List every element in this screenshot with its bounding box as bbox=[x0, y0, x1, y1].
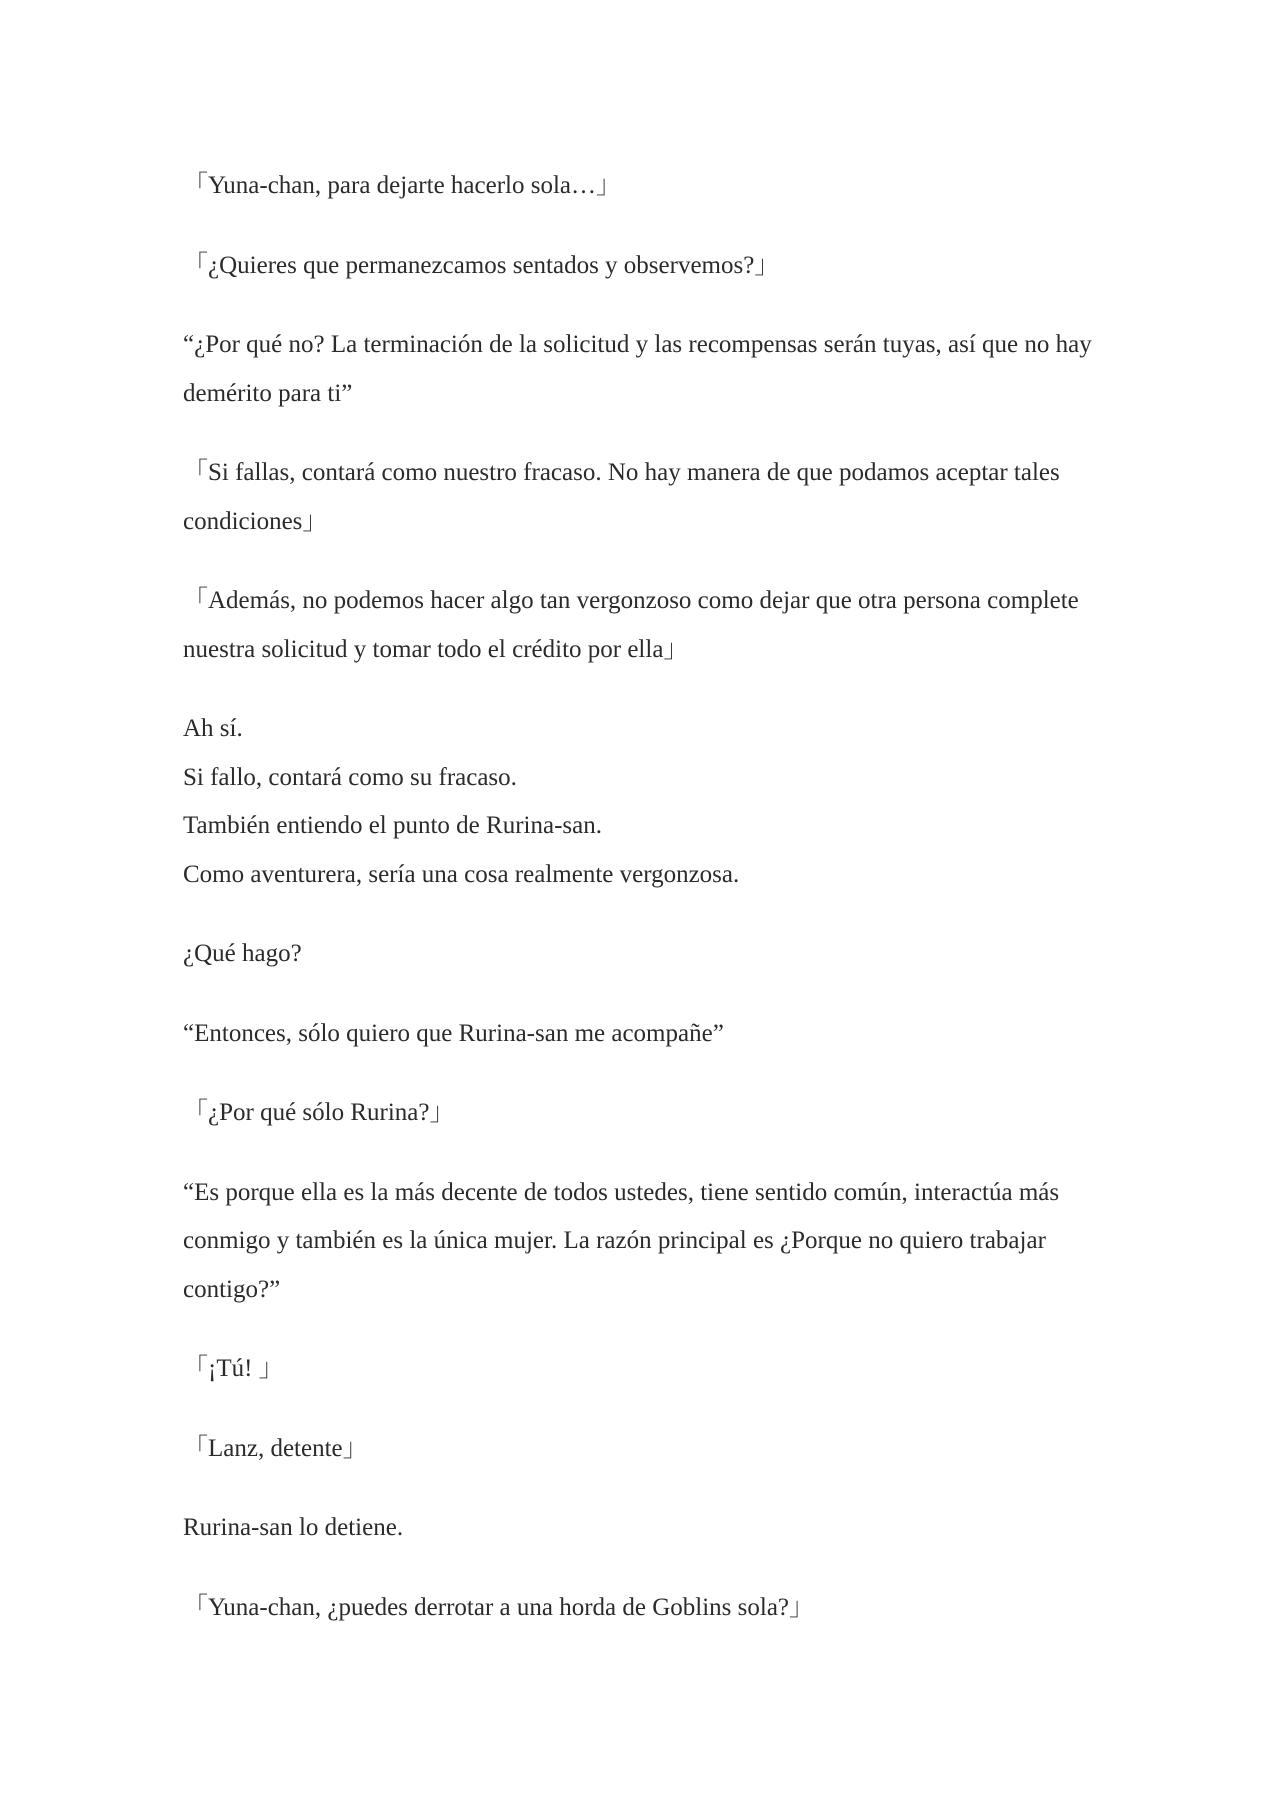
narration-line: Rurina-san lo detiene. bbox=[183, 1514, 404, 1541]
paragraph bbox=[183, 1010, 1113, 1059]
paragraph bbox=[183, 1425, 1113, 1474]
dialogue-line: 「Yuna-chan, ¿puedes derrotar a una horda de Goblins sola?」 bbox=[183, 1593, 815, 1621]
dialogue-line: 「Yuna-chan, para dejarte hacerlo sola…」 bbox=[183, 172, 622, 199]
dialogue-line: “Es porque ella es la más decente de todos ustedes, tiene sentido común, interactúa más conmigo y también es la única mujer. La razón principal es ¿Porque no quiero trabajar contigo?” bbox=[183, 1178, 1060, 1303]
dialogue-line: 「¿Quieres que permanezcamos sentados y observemos?」 bbox=[183, 251, 780, 279]
paragraph bbox=[183, 321, 1113, 418]
narration-line: ¿Qué hago? bbox=[183, 940, 302, 967]
narration-line: Ah sí. bbox=[183, 715, 243, 742]
paragraph bbox=[183, 1584, 1113, 1633]
document-body bbox=[183, 162, 1113, 1632]
paragraph bbox=[183, 162, 1113, 211]
paragraph bbox=[183, 449, 1113, 546]
paragraph bbox=[183, 1345, 1113, 1394]
paragraph bbox=[183, 1169, 1113, 1315]
dialogue-line: 「Si fallas, contará como nuestro fracaso. No hay manera de que podamos aceptar tales condiciones」 bbox=[183, 459, 1060, 535]
narration-line: Si fallo, contará como su fracaso. bbox=[183, 763, 517, 791]
paragraph bbox=[183, 930, 1113, 979]
dialogue-line: “¿Por qué no? La terminación de la solicitud y las recompensas serán tuyas, así que no hay demérito para ti” bbox=[183, 331, 1092, 407]
dialogue-line: 「¿Por qué sólo Rurina?」 bbox=[183, 1099, 455, 1126]
narration-line: Como aventurera, sería una cosa realmente vergonzosa. bbox=[183, 860, 740, 888]
dialogue-line: 「Lanz, detente」 bbox=[183, 1434, 368, 1462]
paragraph bbox=[183, 242, 1113, 291]
paragraph bbox=[183, 577, 1113, 674]
dialogue-line: 「¡Tú! 」 bbox=[183, 1355, 284, 1382]
dialogue-line: “Entonces, sólo quiero que Rurina-san me acompañe” bbox=[183, 1019, 724, 1047]
paragraph bbox=[183, 1089, 1113, 1138]
narration-line: También entiendo el punto de Rurina-san. bbox=[183, 812, 602, 839]
paragraph bbox=[183, 1504, 1113, 1553]
narration-paragraph bbox=[183, 705, 1113, 899]
dialogue-line: 「Además, no podemos hacer algo tan vergonzoso como dejar que otra persona complete nuestra solicitud y tomar todo el crédito por ella」 bbox=[183, 587, 1079, 663]
